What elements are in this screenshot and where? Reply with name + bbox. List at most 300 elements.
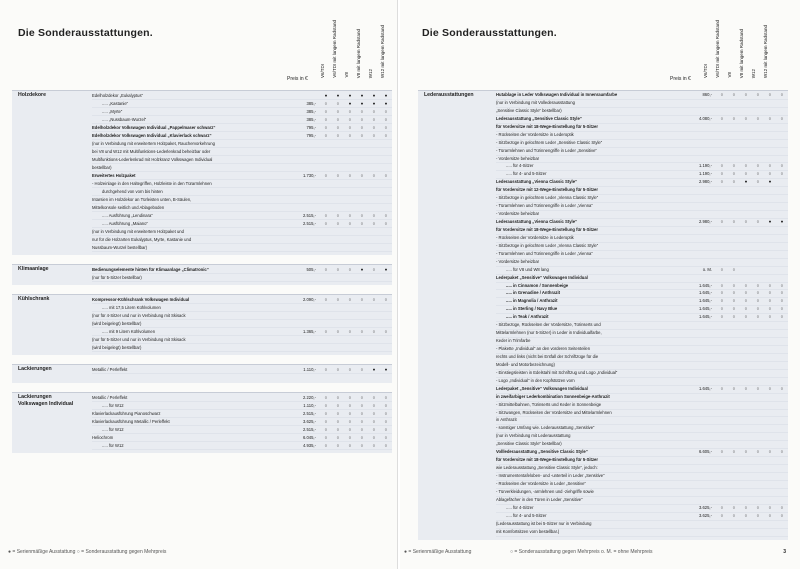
footer-legend-right: ○ = Sonderausstattung gegen Mehrpreis o. M. = ohne Mehrpreis (510, 549, 653, 555)
option-price: 385,- (306, 117, 316, 122)
availability-mark: ○ (324, 101, 328, 106)
availability-mark: ○ (720, 449, 724, 455)
option-text: - Rückseiten der Vordersitze in Leder „Sensitive“ (496, 480, 586, 486)
table-row (92, 228, 392, 236)
option-text: bestellbar) (92, 165, 112, 170)
table-row (496, 529, 788, 537)
option-price: 1.645,- (698, 298, 712, 304)
table-row (92, 366, 392, 374)
column-header (748, 18, 760, 78)
table-row (92, 266, 392, 274)
availability-mark: ○ (720, 290, 724, 296)
availability-mark: ○ (360, 427, 364, 432)
table-row (92, 344, 392, 352)
availability-mark: ○ (360, 403, 364, 408)
section-rows (92, 92, 392, 252)
availability-mark: ○ (756, 314, 760, 320)
availability-mark: ● (372, 101, 376, 106)
table-row (496, 140, 788, 148)
availability-mark: ○ (720, 179, 724, 185)
table-row (496, 195, 788, 203)
table-row (496, 290, 788, 298)
table-row (496, 251, 788, 259)
table-row (496, 521, 788, 529)
availability-mark: ○ (336, 117, 340, 122)
availability-mark: ○ (360, 443, 364, 448)
table-row (496, 219, 788, 227)
column-header (377, 18, 389, 78)
option-text: - Sitzbezüge in gelochtem Leder „Sensitive Classic Style“ (496, 139, 603, 145)
table-row (496, 378, 788, 386)
availability-mark: ○ (372, 109, 376, 114)
availability-mark: ○ (336, 443, 340, 448)
option-text: für Vordersitze mit 18-Wege-Einstellung für 5-Sitzer (496, 123, 598, 129)
availability-mark: ○ (756, 449, 760, 455)
availability-mark: ○ (780, 282, 784, 288)
availability-mark: ○ (384, 435, 388, 440)
table-row (496, 410, 788, 418)
availability-mark: ○ (732, 306, 736, 312)
section-label: Lederausstattungen (424, 92, 474, 98)
availability-mark: ○ (780, 92, 784, 97)
table-row (496, 489, 788, 497)
table-row (496, 465, 788, 473)
option-price: 1.190,- (698, 163, 712, 169)
option-text: (nur in Verbindung mit Lederausstattung (496, 433, 571, 439)
availability-mark: ○ (372, 435, 376, 440)
section-label: Lackierungen (18, 366, 52, 372)
column-header-label: V8 (344, 72, 349, 78)
availability-mark: ● (384, 367, 388, 372)
option-text: ..... Ausführung „Lendinara“ (102, 213, 153, 218)
availability-mark: ○ (720, 504, 724, 510)
column-header-label: W12 (751, 68, 756, 78)
availability-mark: ○ (348, 213, 352, 218)
availability-mark: ○ (720, 171, 724, 177)
availability-mark: ● (348, 93, 352, 98)
availability-mark: ○ (324, 173, 328, 178)
availability-mark: ○ (744, 385, 748, 391)
option-text: für Vordersitze mit 18-Wege-Einstellung für 5-Sitzer (496, 457, 598, 463)
availability-mark: ○ (360, 125, 364, 130)
availability-mark: ○ (372, 297, 376, 302)
option-text: ..... für 4-Sitzer (506, 504, 534, 510)
availability-mark: ○ (324, 367, 328, 372)
availability-mark: ○ (732, 92, 736, 97)
availability-mark: ● (348, 101, 352, 106)
column-header (736, 18, 748, 78)
availability-mark: ○ (348, 395, 352, 400)
column-header (341, 18, 353, 78)
availability-mark: ○ (780, 512, 784, 518)
option-price: 1.730,- (302, 173, 316, 178)
availability-mark: ○ (372, 221, 376, 226)
table-row (496, 132, 788, 140)
option-text: - Türarmlehnen und Türinnengriffe in Leder „Vienna“ (496, 250, 593, 256)
option-text: Lederpaket „Sensitive“ Volkswagen Individual (496, 385, 588, 391)
option-text: - Sitzbezüge in gelochtem Leder „Vienna Classic Style“ (496, 195, 599, 201)
availability-mark: ○ (336, 395, 340, 400)
section-rows (92, 394, 392, 450)
availability-mark: ○ (732, 219, 736, 224)
availability-mark: ○ (360, 297, 364, 302)
availability-mark: ○ (360, 213, 364, 218)
option-text: - Sitzmittelbahnen, Türinserts und Keder in Sonnenbeige (496, 401, 602, 407)
option-text: durchgehend von vorn bis hinten (102, 189, 163, 194)
table-row (496, 330, 788, 338)
availability-mark: ○ (384, 213, 388, 218)
availability-mark: ○ (324, 297, 328, 302)
availability-mark: ○ (336, 329, 340, 334)
option-text: Lederausstattung „Vienna Classic Style“ (496, 219, 578, 224)
availability-mark: ○ (756, 171, 760, 177)
availability-mark: ○ (768, 449, 772, 455)
availability-mark: ○ (720, 219, 724, 224)
table-row (496, 243, 788, 251)
option-text: Mittelkonsole seitlich und Ablageboden (92, 205, 165, 210)
availability-mark: ○ (756, 179, 760, 185)
table-row (92, 132, 392, 140)
availability-mark: ○ (768, 512, 772, 518)
availability-mark: ○ (324, 213, 328, 218)
table-row (496, 481, 788, 489)
option-text: ..... in Grenadine / Anthrazit (506, 290, 561, 296)
option-text: - Holzeinlage in den Haltegriffen, Holzleiste in den Türarmlehnen (92, 181, 212, 186)
availability-mark: ○ (348, 367, 352, 372)
column-header-label: V8 mit langem Radstand (356, 28, 361, 78)
table-row (496, 322, 788, 330)
table-row (92, 296, 392, 304)
table-row (496, 457, 788, 465)
availability-mark: ○ (360, 411, 364, 416)
availability-mark: ○ (348, 403, 352, 408)
availability-mark: ○ (744, 314, 748, 320)
option-text: Heliochrom (92, 435, 114, 440)
availability-mark: ○ (372, 329, 376, 334)
option-text: Multifunktions-Lederlenkrad mit Holzkranz Volkswagen Individual (92, 157, 213, 162)
option-text: ..... mit 17,5 Litern Kühlvolumen (102, 305, 161, 310)
option-price: 1.645,- (698, 385, 712, 391)
availability-mark: ○ (336, 419, 340, 424)
price-header-left: Preis in € (287, 76, 308, 82)
table-row (92, 172, 392, 180)
availability-mark: ○ (372, 403, 376, 408)
availability-mark: ○ (768, 504, 772, 510)
option-text: - Rückseiten der Vordersitze in Lederoptik (496, 234, 574, 240)
availability-mark: ○ (336, 403, 340, 408)
option-text: (nur in Verbindung mit erweitertem Holzpaket und (92, 229, 184, 234)
option-price: 1.645,- (698, 282, 712, 288)
availability-mark: ○ (348, 427, 352, 432)
column-header (760, 18, 772, 78)
availability-mark: ○ (324, 329, 328, 334)
availability-mark: ○ (336, 221, 340, 226)
column-header (365, 18, 377, 78)
option-text: ..... für V8 und W8 lang (506, 266, 549, 272)
availability-mark: ○ (768, 306, 772, 312)
availability-mark: ○ (768, 92, 772, 97)
option-text: - Vordersitze beheizbar (496, 211, 540, 217)
price-header-right: Preis in € (670, 76, 691, 82)
option-text: - Vordersitze beheizbar (496, 155, 540, 161)
availability-mark: ○ (384, 427, 388, 432)
availability-mark: ○ (360, 117, 364, 122)
table-row (496, 124, 788, 132)
option-price: 2.220,- (302, 395, 316, 400)
table-row (92, 220, 392, 228)
footer-legend-left: ● = Serienmäßige Ausstattung ○ = Sonderausstattung gegen Mehrpreis (8, 549, 167, 555)
availability-mark: ○ (768, 385, 772, 391)
availability-mark: ○ (384, 329, 388, 334)
availability-mark: ○ (756, 219, 760, 224)
availability-mark: ● (336, 93, 340, 98)
table-row (496, 306, 788, 314)
availability-mark: ○ (324, 443, 328, 448)
table-row (496, 275, 788, 283)
availability-mark: ○ (324, 403, 328, 408)
right-page (400, 0, 800, 569)
availability-mark: ○ (336, 133, 340, 138)
option-price: 2.090,- (302, 297, 316, 302)
availability-mark: ○ (780, 115, 784, 121)
table-row (496, 425, 788, 433)
option-price: 1.190,- (698, 171, 712, 177)
option-text: Edelholzdekor Volkswagen Individual „Klavierlack schwarz“ (92, 133, 212, 138)
footer-legend-bullet-right: ● = Serienmäßige Ausstattung (404, 549, 472, 555)
availability-mark: ○ (780, 449, 784, 455)
availability-mark: ○ (780, 298, 784, 304)
option-price: 795,- (306, 133, 316, 138)
table-row (496, 156, 788, 164)
availability-mark: ○ (780, 306, 784, 312)
option-text: Lederausstattung „Vienna Classic Style“ (496, 179, 578, 185)
availability-mark: ○ (372, 411, 376, 416)
availability-mark: ○ (720, 306, 724, 312)
option-text: Hutablage in Leder Volkswagen Individual in Innenraumfarbe (496, 92, 618, 97)
availability-mark: ○ (384, 117, 388, 122)
availability-mark: ○ (336, 213, 340, 218)
availability-mark: ○ (372, 173, 376, 178)
option-text: in zweifarbiger Lederkombination Sonnenbeige-Anthrazit (496, 393, 610, 399)
table-row (496, 92, 788, 100)
table-row (496, 497, 788, 505)
table-row (92, 394, 392, 402)
table-row (496, 449, 788, 457)
availability-mark: ○ (756, 115, 760, 121)
availability-mark: ○ (756, 504, 760, 510)
availability-mark: ○ (384, 221, 388, 226)
availability-mark: ○ (768, 282, 772, 288)
column-header-label: V6/TDI (703, 63, 708, 78)
availability-mark: ○ (324, 267, 328, 272)
column-header-label: W12 mit langem Radstand (763, 24, 768, 78)
availability-mark: ○ (744, 171, 748, 177)
availability-mark: ○ (348, 173, 352, 178)
availability-mark: ○ (720, 282, 724, 288)
option-text: (nur für 4-Sitzer und nur in Verbindung mit Skisack (92, 313, 186, 318)
table-row (92, 196, 392, 204)
availability-mark: ○ (744, 115, 748, 121)
option-text: Lederausstattung „Sensitive Classic Style“ (496, 115, 582, 121)
option-text: für Vordersitze mit 18-Wege-Einstellung für 5-Sitzer (496, 226, 598, 232)
table-row (92, 188, 392, 196)
table-row (496, 441, 788, 449)
table-row (496, 473, 788, 481)
availability-mark: ○ (720, 512, 724, 518)
availability-mark: ○ (348, 117, 352, 122)
availability-mark: ○ (324, 419, 328, 424)
option-price: 385,- (306, 109, 316, 114)
availability-mark: ○ (732, 504, 736, 510)
table-row (92, 410, 392, 418)
availability-mark: ○ (384, 403, 388, 408)
availability-mark: ○ (744, 219, 748, 224)
option-text: Edelholzdekor Volkswagen Individual „Pappelmaser schwarz“ (92, 125, 216, 130)
table-row (92, 402, 392, 410)
table-row (496, 338, 788, 346)
column-header (329, 18, 341, 78)
table-row (496, 433, 788, 441)
availability-mark: ○ (732, 163, 736, 169)
section-rows (92, 296, 392, 352)
option-text: Keder in Trimfarbe (496, 338, 531, 344)
availability-mark: ● (768, 179, 772, 185)
option-price: o. M. (702, 266, 712, 272)
availability-mark: ○ (768, 290, 772, 296)
table-row (496, 179, 788, 187)
availability-mark: ● (744, 179, 748, 185)
availability-mark: ○ (348, 297, 352, 302)
availability-mark: ○ (732, 115, 736, 121)
table-row (496, 148, 788, 156)
table-row (496, 227, 788, 235)
option-text: „Sensitive Classic Style“ bestellbar) (496, 107, 562, 113)
option-text: - Vordersitze beheizbar (496, 258, 540, 264)
availability-mark: ○ (732, 171, 736, 177)
availability-mark: ○ (348, 329, 352, 334)
availability-mark: ○ (324, 427, 328, 432)
availability-mark: ○ (780, 171, 784, 177)
option-price: 4.935,- (302, 443, 316, 448)
table-row (92, 108, 392, 116)
availability-mark: ○ (780, 314, 784, 320)
option-text: - Einstiegsleisten in Edelstahl mit Schriftzug und Logo „Individual“ (496, 369, 618, 375)
availability-mark: ○ (360, 367, 364, 372)
option-text: Lederpaket „Sensitive“ Volkswagen Individual (496, 274, 588, 280)
availability-mark: ○ (372, 117, 376, 122)
table-row (496, 235, 788, 243)
availability-mark: ○ (360, 395, 364, 400)
availability-mark: ○ (336, 173, 340, 178)
table-row (92, 418, 392, 426)
availability-mark: ○ (360, 435, 364, 440)
table-row (92, 204, 392, 212)
option-text: Edelholzdekor „Eukalyptus“ (92, 93, 143, 98)
availability-mark: ○ (324, 109, 328, 114)
availability-mark: ○ (348, 267, 352, 272)
availability-mark: ○ (336, 411, 340, 416)
availability-mark: ○ (744, 163, 748, 169)
section-label: Kühlschrank (18, 296, 50, 302)
availability-mark: ● (360, 93, 364, 98)
option-text: Metallic / Perleffekt (92, 367, 128, 372)
availability-mark: ● (384, 267, 388, 272)
option-text: Nussbaum-Wurzel bestellbar) (92, 245, 148, 250)
table-row (92, 244, 392, 252)
table-row (92, 274, 392, 282)
availability-mark: ○ (768, 171, 772, 177)
availability-mark: ○ (324, 133, 328, 138)
table-row (496, 370, 788, 378)
option-price: 2.515,- (302, 427, 316, 432)
option-text: - Sitzwangen, Rückseiten der Vordersitze und Mittelarmlehnen (496, 409, 612, 415)
table-row (92, 164, 392, 172)
column-header (712, 18, 724, 78)
table-row (92, 442, 392, 450)
option-text: ..... „Nussbaum-Wurzel“ (102, 117, 147, 122)
availability-mark: ● (360, 101, 364, 106)
availability-mark: ○ (720, 92, 724, 97)
column-headers-right (700, 18, 772, 78)
option-text: - Rückseiten der Vordersitze in Lederoptik (496, 131, 574, 137)
option-text: (nur in Verbindung mit erweitertem Holzpaket, Rauchervorkehrung (92, 141, 215, 146)
availability-mark: ○ (324, 395, 328, 400)
availability-mark: ○ (336, 125, 340, 130)
availability-mark: ○ (780, 163, 784, 169)
option-text: ..... für W12 (102, 443, 124, 448)
table-row (92, 140, 392, 148)
table-row (496, 386, 788, 394)
column-header-label: V8 (727, 72, 732, 78)
table-row (496, 267, 788, 275)
availability-mark: ○ (720, 298, 724, 304)
option-price: 2.980,- (698, 219, 712, 224)
section-label: Holzdekore (18, 92, 46, 98)
availability-mark: ○ (732, 512, 736, 518)
availability-mark: ○ (768, 314, 772, 320)
option-text: - Türarmlehnen und Türinnengriffe in Leder „Vienna“ (496, 203, 593, 209)
option-text: Modell- und Motorbezeichnung) (496, 361, 555, 367)
availability-mark: ○ (348, 435, 352, 440)
page-number: 3 (783, 549, 786, 555)
option-text: Erweitertes Holzpaket (92, 173, 136, 178)
column-header-label: V6/TDI (320, 63, 325, 78)
option-text: ..... für W12 (102, 403, 124, 408)
table-row (496, 283, 788, 291)
availability-mark: ○ (744, 290, 748, 296)
table-row (92, 180, 392, 188)
availability-mark: ● (768, 219, 772, 224)
availability-mark: ● (780, 219, 784, 224)
option-text: für Vordersitze mit 12-Wege-Einstellung für 5-Sitzer (496, 187, 598, 193)
option-text: (Lederausstattung ist bei 5-Sitzer nur in Verbindung (496, 520, 592, 526)
option-price: 1.110,- (303, 403, 316, 408)
option-text: - Plakette „Individual“ an den vorderen Seitenteilen (496, 346, 591, 351)
column-header (724, 18, 736, 78)
availability-mark: ○ (732, 449, 736, 455)
availability-mark: ○ (384, 133, 388, 138)
table-row (496, 298, 788, 306)
availability-mark: ○ (384, 297, 388, 302)
section-label: Lackierungen Volkswagen Individual (18, 394, 74, 407)
availability-mark: ○ (348, 133, 352, 138)
option-text: Kompressor-Kühlschrank Volkswagen Individual (92, 297, 190, 302)
option-text: - Sitzbezüge in gelochtem Leder „Vienna Classic Style“ (496, 242, 599, 248)
table-row (496, 187, 788, 195)
availability-mark: ○ (384, 173, 388, 178)
option-text: (nur für 5-Sitzer und nur in Verbindung mit Skisack (92, 337, 186, 342)
availability-mark: ○ (756, 512, 760, 518)
